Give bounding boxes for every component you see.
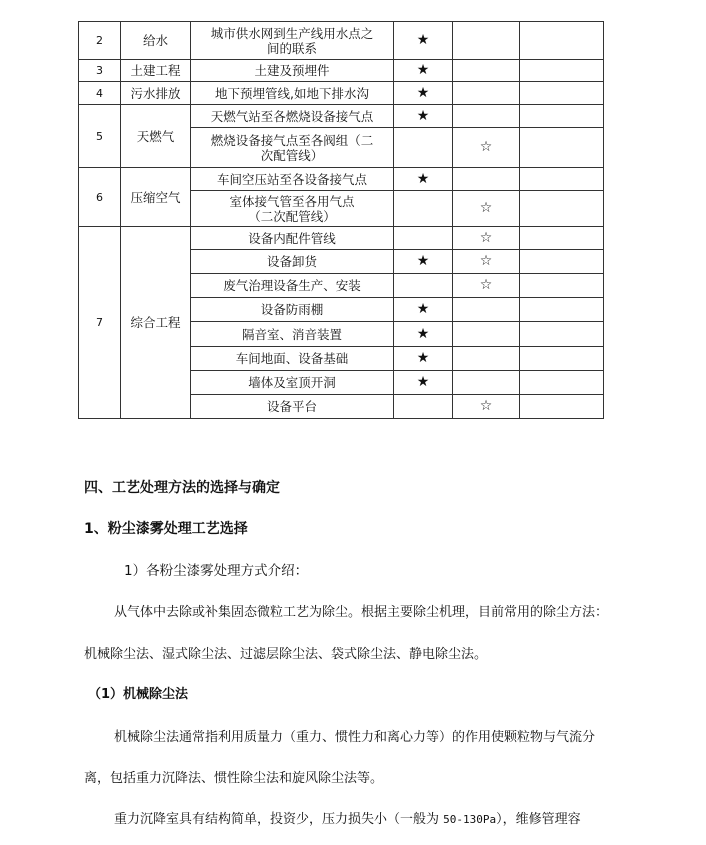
filled-star-mark: ★: [394, 82, 453, 105]
mark-cell: [453, 105, 520, 128]
row-number: 6: [79, 168, 121, 227]
hollow-star-mark: ☆: [453, 191, 520, 227]
table-row: [79, 60, 604, 82]
paragraph: [114, 808, 581, 827]
item-line: 室体接气管至各用气点: [229, 193, 355, 209]
table-row: [79, 105, 604, 128]
filled-star-mark: ★: [394, 22, 453, 60]
hollow-star-mark: ☆: [453, 274, 520, 298]
paragraph: 机械除尘法通常指利用质量力（重力、惯性力和离心力等）的作用使颗粒物与气流分: [114, 730, 596, 745]
item-cell: 地下预埋管线,如地下排水沟: [191, 82, 394, 105]
mark-cell: [520, 274, 604, 298]
mark-cell: [520, 298, 604, 322]
sub-item-heading: 1）各粉尘漆雾处理方式介绍：: [124, 563, 309, 579]
mark-cell: [394, 274, 453, 298]
filled-star-mark: ★: [394, 371, 453, 395]
section-title: 四、工艺处理方法的选择与确定: [84, 480, 280, 496]
hollow-star-mark: ☆: [453, 227, 520, 250]
mark-cell: [520, 250, 604, 274]
item-cell: 天燃气站至各燃烧设备接气点: [191, 105, 394, 128]
mark-cell: [520, 371, 604, 395]
filled-star-mark: ★: [394, 298, 453, 322]
item-cell: 车间地面、设备基础: [191, 347, 394, 371]
item-cell: 设备平台: [191, 395, 394, 419]
filled-star-mark: ★: [394, 250, 453, 274]
mark-cell: [520, 227, 604, 250]
mark-cell: [453, 298, 520, 322]
mark-cell: [453, 347, 520, 371]
item-line: 间的联系: [266, 40, 317, 56]
item-cell: 隔音室、消音装置: [191, 322, 394, 347]
mark-cell: [453, 60, 520, 82]
mark-cell: [520, 105, 604, 128]
category-cell: 压缩空气: [121, 168, 191, 227]
row-number: 2: [79, 22, 121, 60]
category-cell: 综合工程: [121, 227, 191, 419]
work-scope-table: [78, 21, 604, 419]
item-cell: 废气治理设备生产、安装: [191, 274, 394, 298]
paragraph: 离，包括重力沉降法、惯性除尘法和旋风除尘法等。: [84, 771, 384, 786]
item-line: 燃烧设备接气点至各阀组（二: [210, 132, 374, 148]
mark-cell: [520, 22, 604, 60]
mark-cell: [520, 128, 604, 168]
mark-cell: [520, 191, 604, 227]
paragraph: 机械除尘法、湿式除尘法、过滤层除尘法、袋式除尘法、静电除尘法。: [84, 647, 488, 662]
mark-cell: [520, 395, 604, 419]
mark-cell: [453, 322, 520, 347]
item-cell: 墙体及室顶开洞: [191, 371, 394, 395]
category-cell: 给水: [121, 22, 191, 60]
hollow-star-mark: ☆: [453, 250, 520, 274]
mark-cell: [394, 128, 453, 168]
mark-cell: [520, 60, 604, 82]
mark-cell: [394, 191, 453, 227]
mark-cell: [520, 347, 604, 371]
table-row: [79, 168, 604, 191]
hollow-star-mark: ☆: [453, 128, 520, 168]
mark-cell: [520, 82, 604, 105]
paragraph-text: 重力沉降室具有结构简单，投资少，压力损失小（一般为: [114, 812, 444, 827]
item-line: 城市供水网到生产线用水点之: [210, 25, 374, 41]
row-number: 4: [79, 82, 121, 105]
item-cell: 土建及预埋件: [191, 60, 394, 82]
row-number: 3: [79, 60, 121, 82]
pressure-range: 50-130Pa: [443, 813, 497, 826]
filled-star-mark: ★: [394, 322, 453, 347]
mark-cell: [453, 168, 520, 191]
category-cell: 土建工程: [121, 60, 191, 82]
item-cell: 设备防雨棚: [191, 298, 394, 322]
item-line: （二次配管线）: [248, 208, 336, 224]
hollow-star-mark: ☆: [453, 395, 520, 419]
mark-cell: [394, 227, 453, 250]
mark-cell: [453, 22, 520, 60]
item-line: 次配管线）: [260, 147, 324, 163]
mark-cell: [453, 371, 520, 395]
table-row: [79, 82, 604, 105]
filled-star-mark: ★: [394, 168, 453, 191]
table-row: [79, 22, 604, 60]
subsection-title: 1、粉尘漆雾处理工艺选择: [84, 521, 248, 537]
mark-cell: [453, 82, 520, 105]
category-cell: 天燃气: [121, 105, 191, 168]
filled-star-mark: ★: [394, 60, 453, 82]
paragraph: 从气体中去除或补集固态微粒工艺为除尘。根据主要除尘机理，目前常用的除尘方法：: [114, 605, 609, 620]
category-cell: 污水排放: [121, 82, 191, 105]
mark-cell: [394, 395, 453, 419]
mark-cell: [520, 322, 604, 347]
item-cell: [191, 191, 394, 227]
item-cell: 车间空压站至各设备接气点: [191, 168, 394, 191]
filled-star-mark: ★: [394, 347, 453, 371]
row-number: 5: [79, 105, 121, 168]
paragraph-text: ），维修管理容: [496, 812, 581, 827]
item-cell: [191, 128, 394, 168]
table-row: [79, 227, 604, 250]
item-cell: 设备卸货: [191, 250, 394, 274]
item-cell: 设备内配件管线: [191, 227, 394, 250]
row-number: 7: [79, 227, 121, 419]
mark-cell: [520, 168, 604, 191]
filled-star-mark: ★: [394, 105, 453, 128]
item-cell: [191, 22, 394, 60]
method-heading: （1）机械除尘法: [88, 687, 189, 702]
